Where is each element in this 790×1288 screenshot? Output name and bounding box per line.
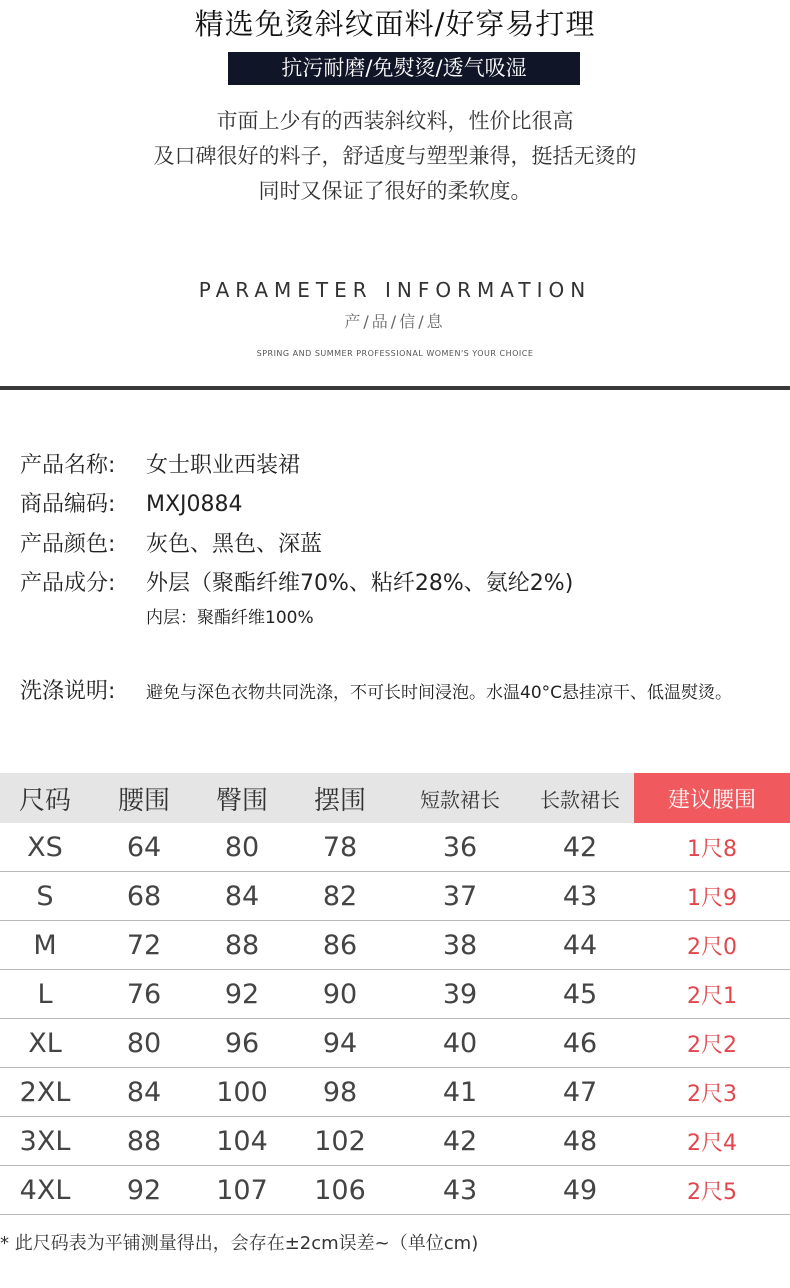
cell-hem: 94 [286, 1019, 394, 1068]
section-title-cn: 产/品/信/息 [344, 312, 446, 331]
description-line: 同时又保证了很好的柔软度。 [258, 179, 532, 203]
info-label: 商品编码: [20, 492, 116, 517]
cell-hip: 104 [198, 1117, 286, 1166]
cell-waist: 68 [90, 872, 198, 921]
cell-hip: 88 [198, 921, 286, 970]
table-row [0, 872, 790, 921]
cell-recommended-waist: 2尺0 [634, 921, 790, 970]
info-value: 避免与深色衣物共同洗涤，不可长时间浸泡。水温40°C悬挂凉干、低温熨烫。 [146, 683, 733, 703]
table-row [0, 1117, 790, 1166]
header-hem: 摆围 [286, 773, 394, 823]
section-divider [0, 386, 790, 390]
header-hip: 臀围 [198, 773, 286, 823]
info-row-wash [20, 677, 732, 708]
table-row [0, 823, 790, 872]
section-title-en: PARAMETER INFORMATION [198, 278, 592, 302]
cell-recommended-waist: 2尺3 [634, 1068, 790, 1117]
cell-waist: 92 [90, 1166, 198, 1215]
info-row-composition [20, 569, 573, 599]
cell-recommended-waist: 1尺8 [634, 823, 790, 872]
cell-hip: 96 [198, 1019, 286, 1068]
cell-size: M [0, 921, 90, 970]
cell-recommended-waist: 1尺9 [634, 872, 790, 921]
cell-size: XS [0, 823, 90, 872]
cell-hem: 78 [286, 823, 394, 872]
cell-short-length: 36 [394, 823, 526, 872]
size-table [0, 773, 790, 1215]
header-size: 尺码 [0, 773, 90, 823]
info-label: 产品成分: [20, 571, 116, 596]
footnote: * 此尺码表为平铺测量得出，会存在±2cm误差~（单位cm) [0, 1233, 479, 1254]
cell-recommended-waist: 2尺2 [634, 1019, 790, 1068]
cell-hem: 102 [286, 1117, 394, 1166]
info-row-name [20, 451, 300, 481]
cell-size: L [0, 970, 90, 1019]
info-value: 女士职业西装裙 [146, 453, 301, 478]
info-inner-layer: 内层：聚酯纤维100% [146, 608, 314, 628]
cell-hip: 84 [198, 872, 286, 921]
info-label: 产品颜色: [20, 532, 116, 557]
cell-short-length: 43 [394, 1166, 526, 1215]
table-row [0, 970, 790, 1019]
feature-banner: 抗污耐磨/免熨烫/透气吸湿 [228, 52, 580, 85]
cell-waist: 72 [90, 921, 198, 970]
cell-short-length: 40 [394, 1019, 526, 1068]
cell-size: 4XL [0, 1166, 90, 1215]
cell-size: 3XL [0, 1117, 90, 1166]
info-row-color [20, 530, 322, 560]
cell-hip: 92 [198, 970, 286, 1019]
description-line: 及口碑很好的料子，舒适度与塑型兼得，挺括无烫的 [153, 144, 637, 168]
cell-hem: 106 [286, 1166, 394, 1215]
header-waist: 腰围 [90, 773, 198, 823]
info-label: 产品名称: [20, 453, 116, 478]
cell-hem: 82 [286, 872, 394, 921]
cell-short-length: 38 [394, 921, 526, 970]
cell-long-length: 49 [526, 1166, 634, 1215]
cell-waist: 80 [90, 1019, 198, 1068]
cell-hem: 86 [286, 921, 394, 970]
cell-size: 2XL [0, 1068, 90, 1117]
cell-hem: 98 [286, 1068, 394, 1117]
header-recommended-waist: 建议腰围 [634, 773, 790, 823]
section-subtitle: SPRING AND SUMMER PROFESSIONAL WOMEN'S YOUR CHOICE [256, 349, 534, 358]
info-value: 灰色、黑色、深蓝 [146, 532, 323, 557]
cell-short-length: 41 [394, 1068, 526, 1117]
cell-recommended-waist: 2尺5 [634, 1166, 790, 1215]
info-value: 外层（聚酯纤维70%、粘纤28%、氨纶2%) [146, 571, 574, 596]
cell-long-length: 44 [526, 921, 634, 970]
cell-waist: 84 [90, 1068, 198, 1117]
cell-recommended-waist: 2尺4 [634, 1117, 790, 1166]
info-value: MXJ0884 [146, 492, 243, 517]
cell-long-length: 43 [526, 872, 634, 921]
cell-recommended-waist: 2尺1 [634, 970, 790, 1019]
cell-long-length: 47 [526, 1068, 634, 1117]
table-row [0, 1068, 790, 1117]
cell-waist: 76 [90, 970, 198, 1019]
info-row-code [20, 490, 243, 520]
cell-waist: 64 [90, 823, 198, 872]
cell-short-length: 37 [394, 872, 526, 921]
header-short-length: 短款裙长 [394, 773, 526, 823]
header-long-length: 长款裙长 [526, 773, 634, 823]
cell-long-length: 45 [526, 970, 634, 1019]
cell-hip: 107 [198, 1166, 286, 1215]
info-label: 洗涤说明: [20, 679, 116, 704]
cell-size: XL [0, 1019, 90, 1068]
cell-short-length: 39 [394, 970, 526, 1019]
cell-short-length: 42 [394, 1117, 526, 1166]
cell-hip: 80 [198, 823, 286, 872]
cell-long-length: 46 [526, 1019, 634, 1068]
description-line: 市面上少有的西装斜纹料，性价比很高 [216, 109, 574, 133]
cell-long-length: 48 [526, 1117, 634, 1166]
table-row [0, 921, 790, 970]
cell-hem: 90 [286, 970, 394, 1019]
cell-long-length: 42 [526, 823, 634, 872]
cell-waist: 88 [90, 1117, 198, 1166]
table-row [0, 1166, 790, 1215]
table-row [0, 1019, 790, 1068]
fabric-description [0, 104, 790, 209]
size-table-header [0, 773, 790, 823]
cell-size: S [0, 872, 90, 921]
cell-hip: 100 [198, 1068, 286, 1117]
headline: 精选免烫斜纹面料/好穿易打理 [194, 7, 596, 41]
